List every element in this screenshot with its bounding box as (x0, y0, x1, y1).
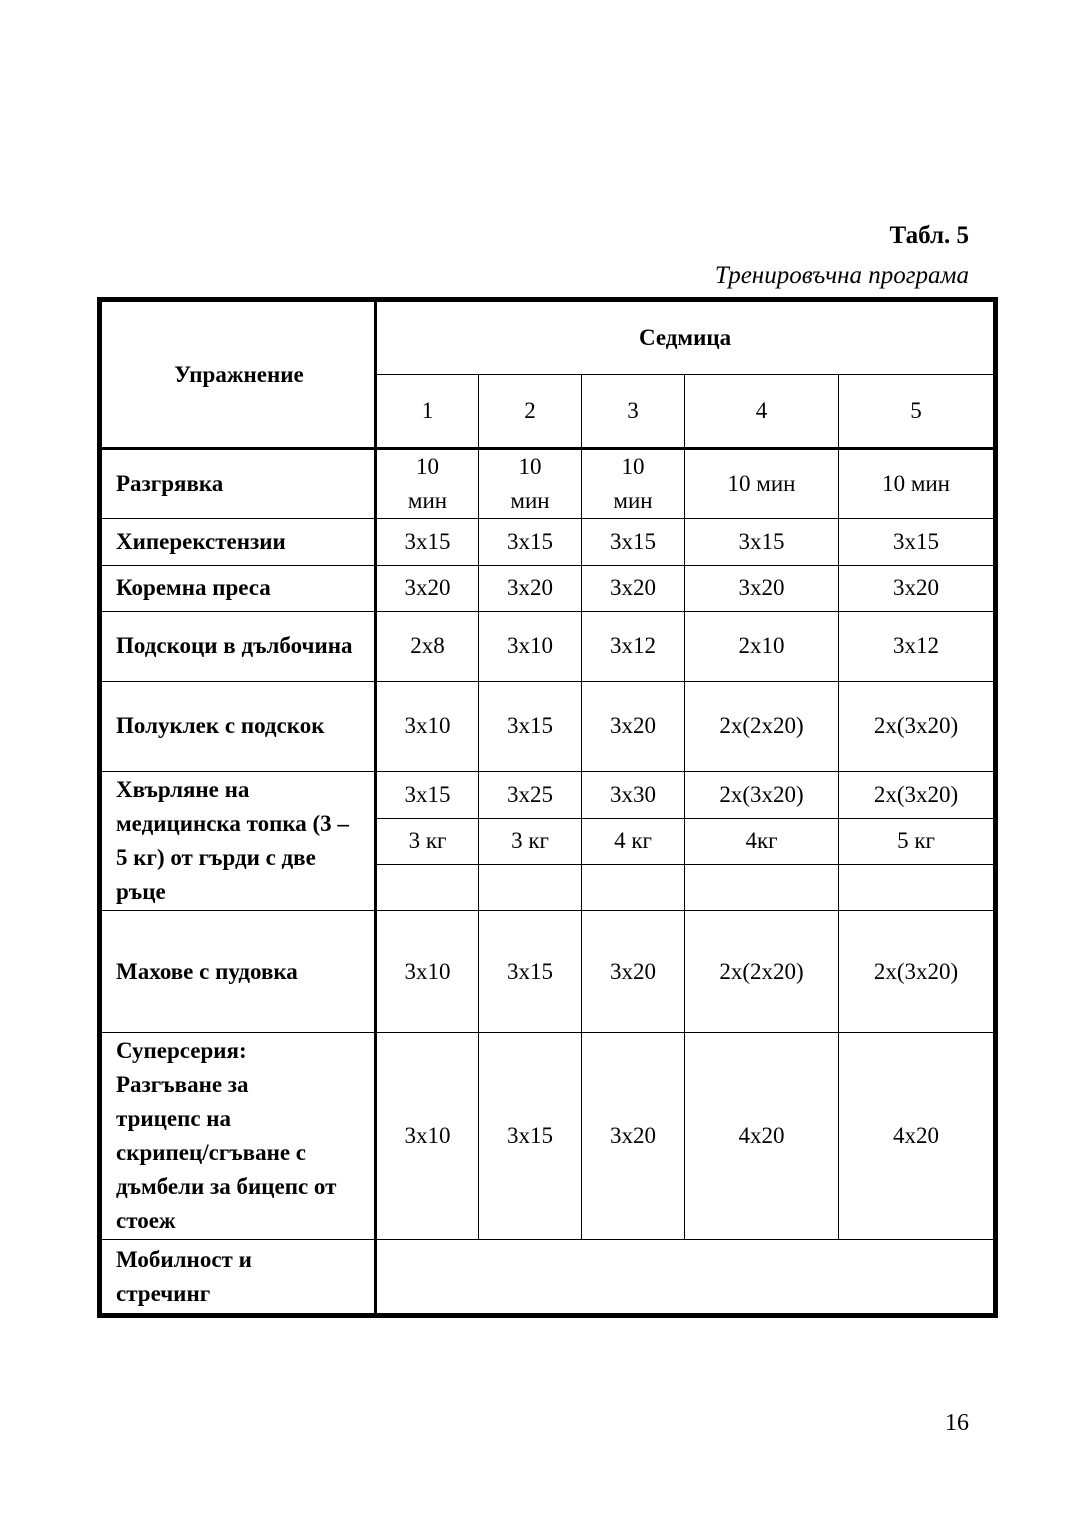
table-cell: 3х15 (839, 519, 996, 565)
exercise-name-line: стречинг (116, 1280, 211, 1306)
table-cell: 3х20 (685, 565, 839, 611)
table-cell: 2х(2х20) (685, 681, 839, 772)
table-cell: 3х10 (376, 1032, 479, 1239)
table-label: Табл. 5 (889, 222, 969, 249)
header-week: Седмица (376, 300, 996, 375)
table-row (100, 681, 996, 772)
table-cell: 2х(3х20) (839, 681, 996, 772)
cell-line: 10 (416, 454, 439, 480)
table-cell (479, 449, 582, 519)
table-cell (376, 449, 479, 519)
training-program-table (97, 297, 998, 1318)
table-cell (582, 864, 685, 910)
table-cell (582, 449, 685, 519)
table-cell: 3х15 (376, 772, 479, 818)
table-cell: 2х(3х20) (839, 772, 996, 818)
table-row (100, 1032, 996, 1239)
table-cell: 3х10 (376, 911, 479, 1033)
table-cell: 2х(3х20) (839, 911, 996, 1033)
table-cell: 3х15 (582, 519, 685, 565)
cell-line: 10 (518, 454, 542, 480)
exercise-name: Полуклек с подскок (100, 681, 376, 772)
exercise-name-line: скрипец/сгъване с (116, 1140, 307, 1166)
table-cell: 3х20 (376, 565, 479, 611)
table-cell: 3х15 (479, 911, 582, 1033)
header-week-number: 5 (839, 374, 996, 449)
header-week-number: 1 (376, 374, 479, 449)
table-row (100, 612, 996, 681)
table-cell: 3х25 (479, 772, 582, 818)
table-row (100, 772, 996, 818)
table-cell: 4кг (685, 818, 839, 864)
table-cell: 2х(3х20) (685, 772, 839, 818)
table-caption: Тренировъчна програма (714, 262, 969, 289)
table-cell: 3х10 (479, 612, 582, 681)
table-cell (685, 864, 839, 910)
exercise-name-line: дъмбели за бицепс от (116, 1174, 337, 1200)
exercise-name-line: стоеж (116, 1208, 176, 1234)
page-number: 16 (945, 1410, 969, 1436)
table-cell: 3х15 (479, 681, 582, 772)
table-cell: 3х10 (376, 681, 479, 772)
cell-line: мин (613, 488, 653, 514)
table-cell: 3х20 (582, 565, 685, 611)
table-cell: 4х20 (685, 1032, 839, 1239)
exercise-name (100, 1032, 376, 1239)
exercise-name-line: Суперсерия: (116, 1038, 247, 1064)
table-row (100, 565, 996, 611)
table-cell: 3х15 (376, 519, 479, 565)
exercise-name-line: Разгъване за (116, 1072, 249, 1098)
table-row (100, 519, 996, 565)
cell-line: мин (510, 488, 550, 514)
table-cell: 3х20 (582, 911, 685, 1033)
table-cell: 10 мин (839, 449, 996, 519)
table-cell: 2х8 (376, 612, 479, 681)
table-cell: 3х20 (839, 565, 996, 611)
table-cell: 3х20 (479, 565, 582, 611)
table-cell (376, 864, 479, 910)
exercise-name: Подскоци в дълбочина (100, 612, 376, 681)
exercise-name: Коремна преса (100, 565, 376, 611)
table-cell: 2х(2х20) (685, 911, 839, 1033)
table-cell: 3х15 (479, 1032, 582, 1239)
table-cell: 10 мин (685, 449, 839, 519)
table-cell: 3 кг (376, 818, 479, 864)
table-cell: 3х30 (582, 772, 685, 818)
exercise-name: Хвърляне на медицинска топка (3 – 5 кг) от гърди с две ръце (100, 772, 376, 911)
table-row (100, 449, 996, 519)
table-cell: 3х12 (839, 612, 996, 681)
exercise-name: Махове с пудовка (100, 911, 376, 1033)
table-cell: 3х20 (582, 681, 685, 772)
table-cell: 5 кг (839, 818, 996, 864)
table-cell (376, 1240, 996, 1316)
table-cell: 3х20 (582, 1032, 685, 1239)
header-week-number: 3 (582, 374, 685, 449)
cell-line: 10 (621, 454, 645, 480)
table-row (100, 1240, 996, 1316)
table-cell: 3х12 (582, 612, 685, 681)
header-week-number: 2 (479, 374, 582, 449)
table-cell: 3х15 (479, 519, 582, 565)
table-cell: 3 кг (479, 818, 582, 864)
cell-line: мин (407, 488, 448, 514)
table-cell: 3х15 (685, 519, 839, 565)
exercise-name: Хиперекстензии (100, 519, 376, 565)
header-exercise: Упражнение (100, 300, 376, 449)
table-cell (479, 864, 582, 910)
table-cell: 4х20 (839, 1032, 996, 1239)
header-week-number: 4 (685, 374, 839, 449)
exercise-name (100, 1240, 376, 1316)
exercise-name-line: трицепс на (116, 1106, 232, 1132)
table-cell (839, 864, 996, 910)
exercise-name-line: Мобилност и (116, 1246, 252, 1272)
table-cell: 4 кг (582, 818, 685, 864)
table-row (100, 911, 996, 1033)
table-cell: 2х10 (685, 612, 839, 681)
exercise-name: Разгрявка (100, 449, 376, 519)
